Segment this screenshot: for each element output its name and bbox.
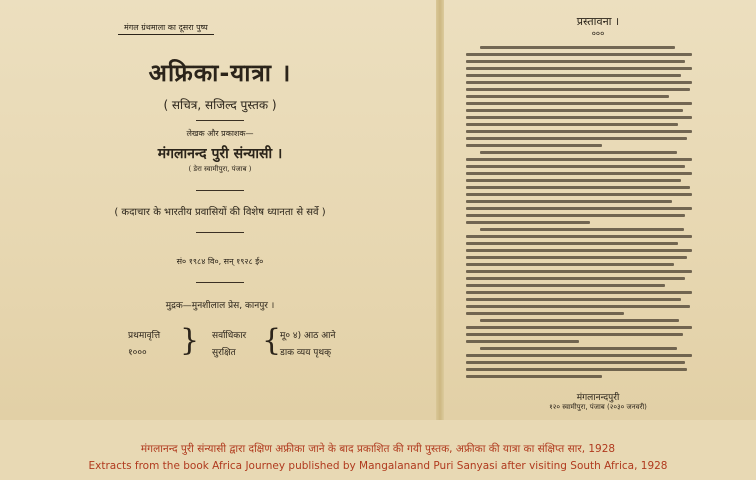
preface-text-line [466, 102, 692, 105]
preface-text-line [466, 186, 690, 189]
preface-text-line [466, 123, 678, 126]
rights-value: सुरक्षित [212, 348, 236, 358]
brace-icon: { [262, 323, 282, 358]
author-location: ( डेरा स्वामीपुरा, पंजाब ) [188, 165, 252, 173]
preface-text-line [466, 291, 692, 294]
price-block [280, 328, 335, 358]
preface-text-line [466, 221, 590, 224]
preface-text-line [466, 81, 692, 84]
preface-text-line [466, 144, 602, 147]
preface-text-line [466, 326, 692, 329]
book-subtitle: ( सचित्र, सजिल्द पुस्तक ) [163, 98, 277, 112]
preface-text-line [480, 46, 675, 49]
price-line-1: मू० ४) आठ आने [280, 331, 336, 341]
preface-text-line [466, 67, 692, 70]
preface-text-line [466, 130, 692, 133]
preface-text-line [480, 319, 679, 322]
preface-text-line [466, 354, 692, 357]
right-page [440, 0, 756, 420]
caption-hindi: मंगलानन्द पुरी संन्यासी द्वारा दक्षिण अफ्रीका जाने के बाद प्रकाशित की गयी पुस्तक, अफ्रीका की यात्रा का संक्षिप्त सार, 1928 [140, 443, 616, 455]
preface-text-line [466, 200, 672, 203]
preface-text-line [466, 88, 690, 91]
preface-text-line [466, 305, 690, 308]
preface-text-line [466, 333, 683, 336]
preface-signoff-place: १२० स्वामीपुरा, पंजाब (२०३० जनवरी) [549, 403, 647, 411]
preface-text-line [466, 207, 692, 210]
preface-subheading: ००० [591, 29, 605, 38]
book-title: अफ्रिका-यात्रा । [148, 59, 292, 87]
preface-text-line [466, 277, 685, 280]
preface-text-line [466, 249, 692, 252]
preface-text-line [466, 368, 687, 371]
preface-text-line [466, 74, 681, 77]
preface-text-line [466, 60, 685, 63]
preface-text-line [466, 158, 692, 161]
divider [196, 282, 244, 283]
divider [196, 190, 244, 191]
preface-text-line [466, 256, 687, 259]
preface-text-line [480, 228, 684, 231]
preface-text-line [480, 151, 677, 154]
preface-text-line [466, 312, 624, 315]
edition-block [128, 328, 160, 358]
preface-text-line [466, 340, 579, 343]
printer-line: मुद्रक—मुनशीलाल प्रेस, कानपुर । [165, 301, 275, 311]
rights-block [212, 328, 246, 358]
edition-count: १००० [128, 348, 147, 358]
preface-text-line [466, 95, 669, 98]
preface-text-line [466, 284, 665, 287]
preface-signoff-name: मंगलानन्दपुरी [576, 393, 620, 403]
publication-date: सं० १९८४ वि०, सन् १९२८ ई० [176, 257, 264, 266]
preface-text-line [466, 53, 692, 56]
preface-text-line [466, 235, 692, 238]
preface-text-line [466, 214, 685, 217]
preface-text-line [466, 263, 674, 266]
preface-text-line [466, 165, 685, 168]
preface-text-line [466, 375, 602, 378]
preface-text-line [466, 137, 687, 140]
preface-text-line [466, 242, 678, 245]
preface-text-line [480, 347, 677, 350]
preface-text-line [466, 298, 681, 301]
brace-icon: } [180, 323, 200, 358]
preface-text-line [466, 109, 683, 112]
price-line-2: डाक व्यय पृथक् [280, 348, 332, 358]
rights-label: सर्वाधिकार [212, 331, 247, 341]
preface-text-line [466, 361, 685, 364]
divider [196, 120, 244, 121]
edition-label: प्रथमावृत्ति [128, 331, 161, 341]
byline: लेखक और प्रकाशक— [186, 129, 254, 138]
series-line: मंगल ग्रंथमाला का दूसरा पुष्प [118, 22, 214, 35]
dedication: ( कदाचार के भारतीय प्रवासियों की विशेष ध्यानता से सर्वे ) [114, 207, 326, 218]
preface-heading: प्रस्तावना । [576, 15, 620, 28]
preface-text-line [466, 179, 681, 182]
author-name: मंगलानन्द पुरी संन्यासी । [157, 146, 283, 162]
preface-text-line [466, 270, 692, 273]
preface-text-line [466, 116, 692, 119]
preface-text-line [466, 172, 692, 175]
caption-english: Extracts from the book Africa Journey published by Mangalanand Puri Sanyasi after visiting South Africa, 1928 [88, 460, 668, 472]
preface-text-line [466, 193, 692, 196]
divider [196, 232, 244, 233]
